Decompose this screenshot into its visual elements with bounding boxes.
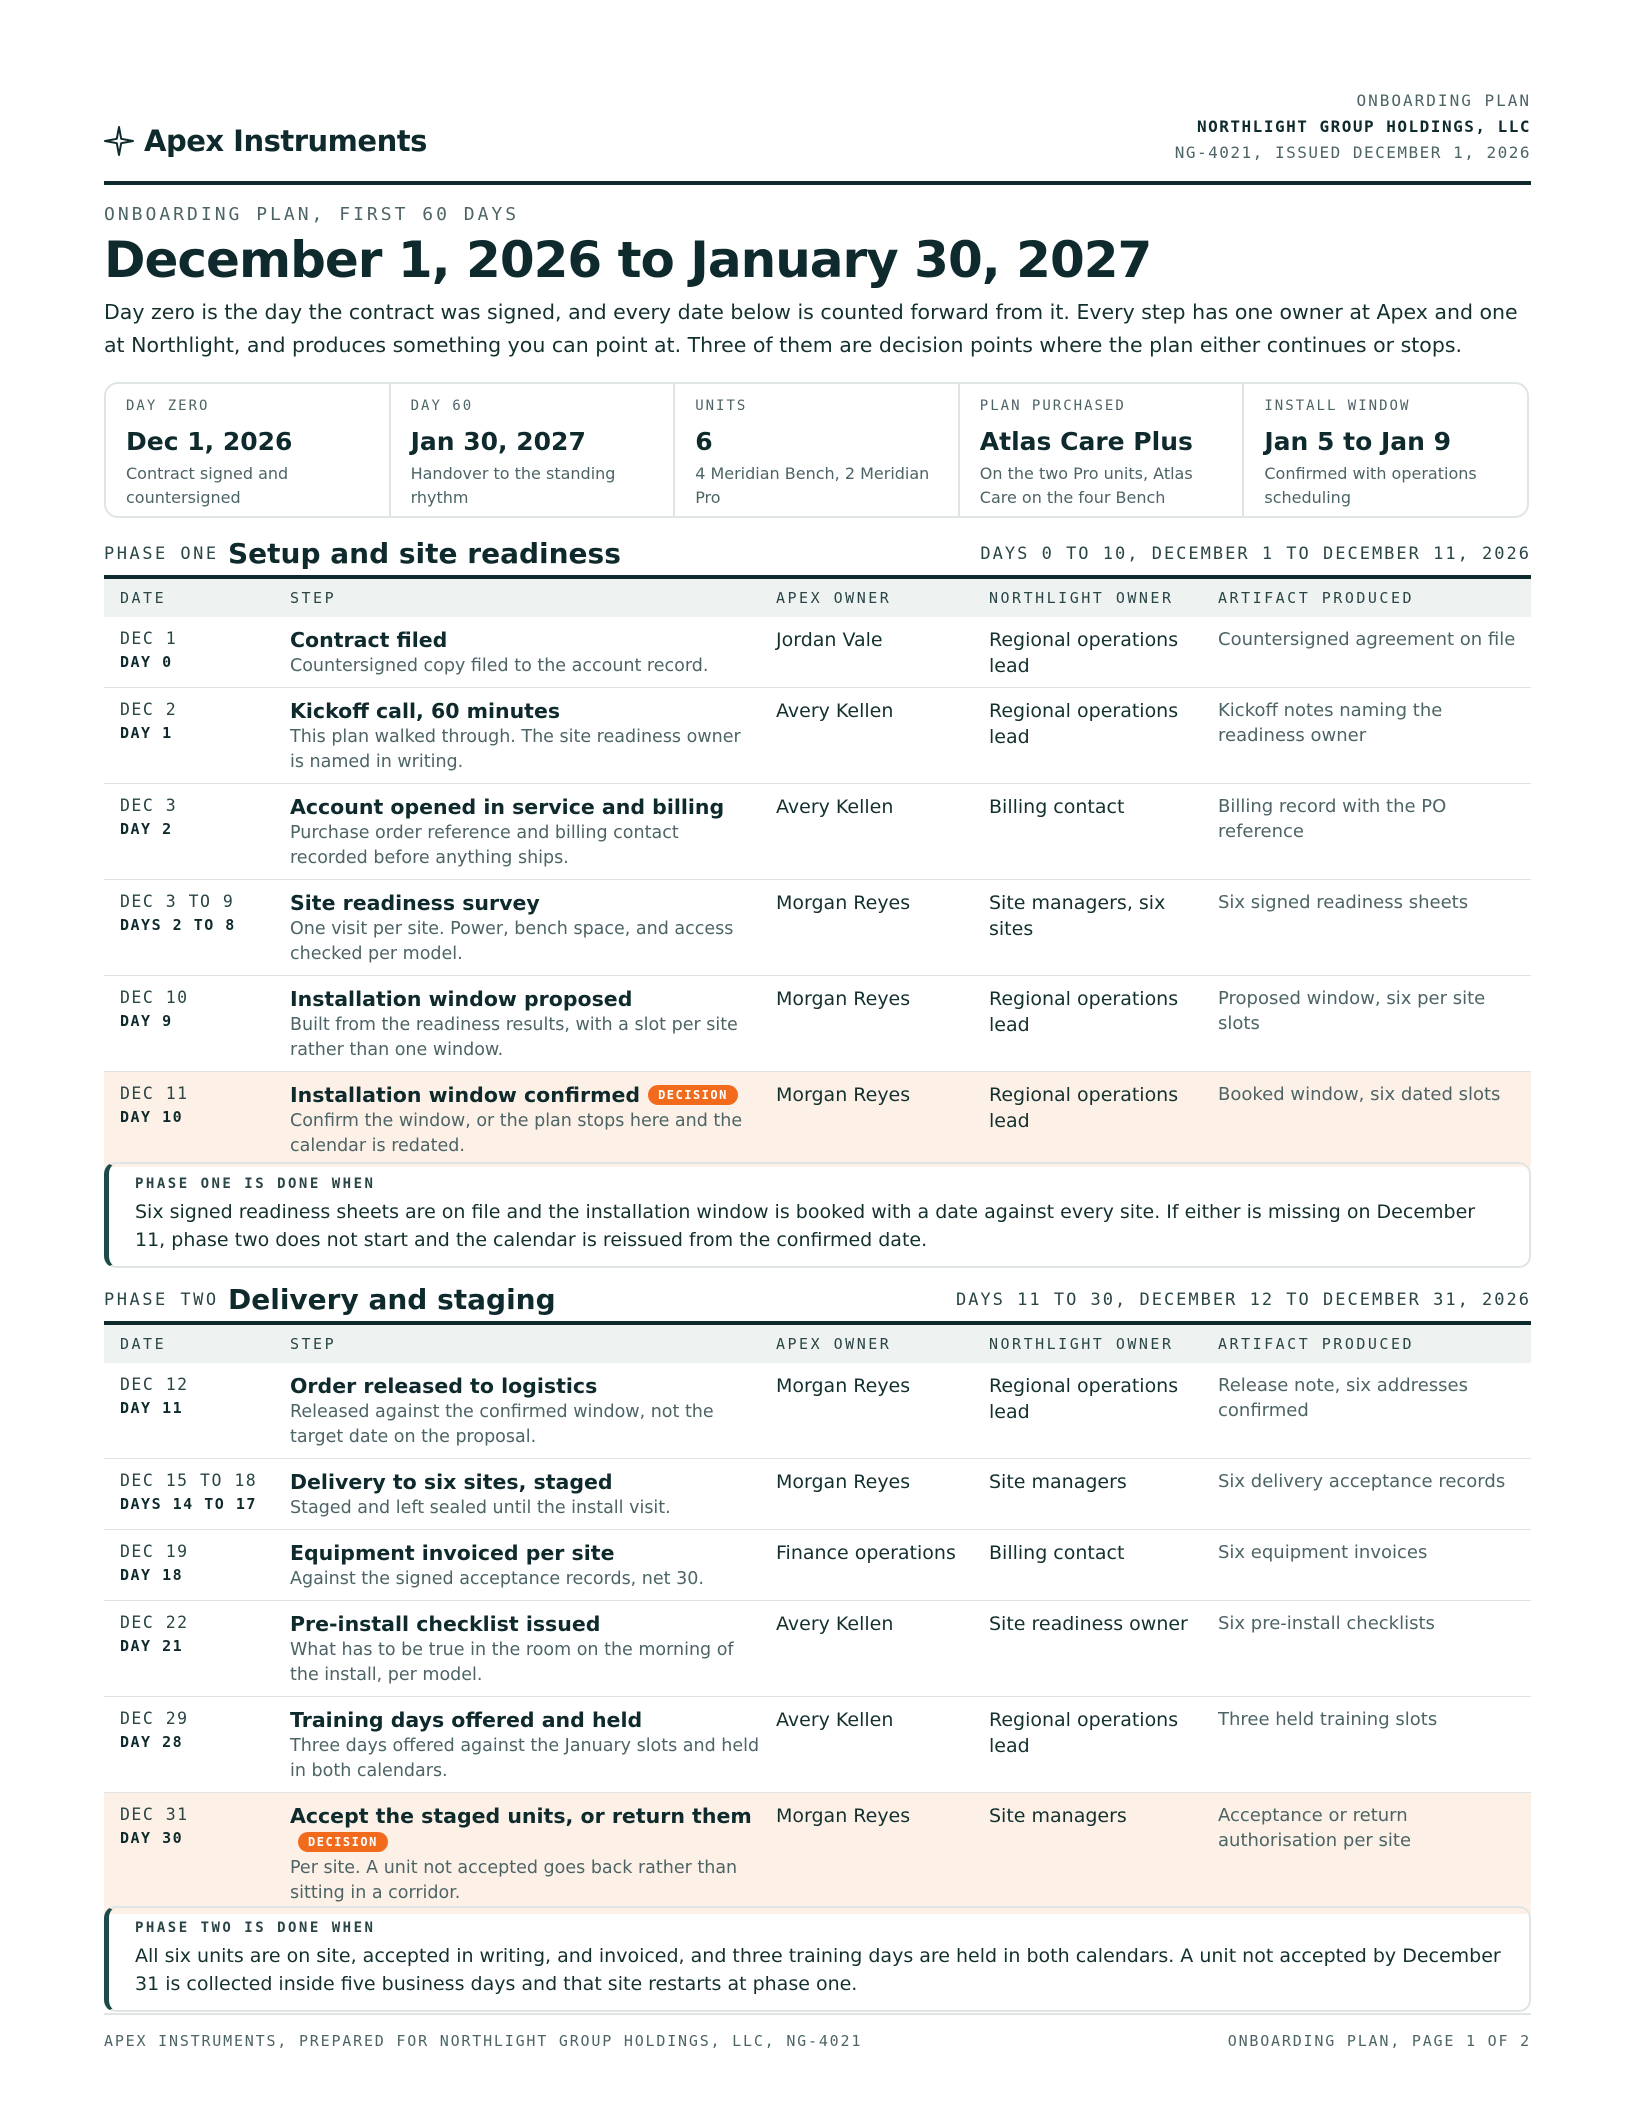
apex-owner: Morgan Reyes <box>776 1375 911 1397</box>
phase-one-header <box>104 530 1531 570</box>
artifact: Billing record with the PO reference <box>1218 796 1447 842</box>
phase-title: Setup and site readiness <box>228 537 621 570</box>
col-date: DATE <box>104 1323 274 1363</box>
table-row <box>104 976 1531 1072</box>
apex-owner: Finance operations <box>776 1542 956 1564</box>
document-header <box>104 80 1531 185</box>
step-description: Against the signed acceptance records, net 30. <box>290 1569 704 1589</box>
artifact: Booked window, six dated slots <box>1218 1084 1501 1105</box>
step-description: What has to be true in the room on the morning of the install, per model. <box>290 1640 734 1685</box>
decision-badge: DECISION <box>298 1832 388 1852</box>
artifact: Acceptance or return authorisation per site <box>1218 1805 1412 1851</box>
artifact: Countersigned agreement on file <box>1218 629 1516 650</box>
table-row <box>104 1459 1531 1530</box>
table-header-row <box>104 577 1531 617</box>
row-date: DEC 1 <box>120 629 178 648</box>
row-date: DEC 19 <box>120 1542 189 1561</box>
card-label: PLAN PURCHASED <box>979 398 1126 414</box>
row-day: DAY 2 <box>120 820 173 838</box>
row-date: DEC 3 <box>120 796 178 815</box>
row-date: DEC 15 TO 18 <box>120 1471 258 1490</box>
row-day: DAY 11 <box>120 1399 184 1417</box>
row-day: DAY 0 <box>120 653 173 671</box>
card-value: Atlas Care Plus <box>979 427 1193 456</box>
artifact: Kickoff notes naming the readiness owner <box>1218 700 1443 746</box>
table-row <box>104 880 1531 976</box>
card-label: UNITS <box>695 398 748 414</box>
step-description: Confirm the window, or the plan stops here and the calendar is redated. <box>290 1111 743 1156</box>
col-northlight-owner: NORTHLIGHT OWNER <box>973 577 1202 617</box>
card-note: On the two Pro units, Atlas Care on the four Bench <box>979 464 1193 507</box>
step-description: Countersigned copy filed to the account record. <box>290 656 709 676</box>
footer-page-number: ONBOARDING PLAN, PAGE 1 OF 2 <box>1227 2032 1531 2050</box>
step-title: Equipment invoiced per site <box>290 1541 615 1565</box>
apex-owner: Morgan Reyes <box>776 988 911 1010</box>
onboarding-plan-page <box>104 0 1531 2112</box>
summary-card-install-window <box>1244 384 1527 516</box>
table-row <box>104 1697 1531 1793</box>
col-northlight-owner: NORTHLIGHT OWNER <box>973 1323 1202 1363</box>
step-title: Delivery to six sites, staged <box>290 1470 613 1494</box>
phase-one-done-box <box>104 1162 1531 1268</box>
row-day: DAYS 14 TO 17 <box>120 1495 257 1513</box>
footer-divider <box>104 2013 1531 2015</box>
col-step: STEP <box>274 1323 760 1363</box>
footer-left: APEX INSTRUMENTS, PREPARED FOR NORTHLIGHT GROUP HOLDINGS, LLC, NG-4021 <box>104 2032 863 2050</box>
artifact: Three held training slots <box>1218 1709 1438 1730</box>
brand-logo <box>104 124 427 158</box>
row-date: DEC 31 <box>120 1805 189 1824</box>
row-date: DEC 3 TO 9 <box>120 892 235 911</box>
apex-owner: Avery Kellen <box>776 1613 894 1635</box>
card-note: Handover to the standing rhythm <box>410 464 616 507</box>
northlight-owner: Regional operations lead <box>989 1709 1179 1757</box>
brand-name: Apex Instruments <box>144 124 427 158</box>
row-date: DEC 10 <box>120 988 189 1007</box>
step-title: Account opened in service and billing <box>290 795 725 819</box>
phase-one-table <box>104 575 1531 1167</box>
phase-range: DAYS 11 TO 30, DECEMBER 12 TO DECEMBER 31, 2026 <box>955 1290 1531 1310</box>
step-description: One visit per site. Power, bench space, and access checked per model. <box>290 919 734 964</box>
row-date: DEC 22 <box>120 1613 189 1632</box>
col-artifact: ARTIFACT PRODUCED <box>1202 1323 1531 1363</box>
plan-eyebrow: ONBOARDING PLAN, FIRST 60 DAYS <box>104 204 520 225</box>
step-title: Installation window confirmed <box>290 1083 641 1107</box>
apex-owner: Jordan Vale <box>776 629 883 651</box>
card-note: Contract signed and countersigned <box>126 464 289 507</box>
col-date: DATE <box>104 577 274 617</box>
phase-two-done-box <box>104 1906 1531 2012</box>
col-step: STEP <box>274 577 760 617</box>
step-title: Site readiness survey <box>290 891 540 915</box>
col-apex-owner: APEX OWNER <box>760 577 973 617</box>
doc-type: ONBOARDING PLAN <box>1356 91 1531 110</box>
page-title: December 1, 2026 to January 30, 2027 <box>104 231 1152 289</box>
phase-two-table <box>104 1321 1531 1914</box>
step-title: Contract filed <box>290 628 448 652</box>
artifact: Release note, six addresses confirmed <box>1218 1375 1468 1421</box>
summary-card-day-zero <box>106 384 391 516</box>
row-day: DAY 9 <box>120 1012 173 1030</box>
summary-cards <box>104 382 1529 518</box>
table-row <box>104 1530 1531 1601</box>
done-label: PHASE TWO IS DONE WHEN <box>135 1920 376 1936</box>
table-row <box>104 1363 1531 1459</box>
step-title: Kickoff call, 60 minutes <box>290 699 561 723</box>
card-label: DAY 60 <box>410 398 474 414</box>
step-title: Installation window proposed <box>290 987 633 1011</box>
apex-owner: Avery Kellen <box>776 796 894 818</box>
summary-card-units <box>675 384 960 516</box>
northlight-owner: Regional operations lead <box>989 1375 1179 1423</box>
phase-title: Delivery and staging <box>228 1283 556 1316</box>
apex-owner: Avery Kellen <box>776 1709 894 1731</box>
card-value: Jan 30, 2027 <box>410 427 586 456</box>
phase-tag: PHASE ONE <box>104 544 219 564</box>
summary-card-plan <box>960 384 1245 516</box>
apex-owner: Morgan Reyes <box>776 1084 911 1106</box>
row-day: DAY 1 <box>120 724 173 742</box>
apex-owner: Morgan Reyes <box>776 1805 911 1827</box>
doc-reference: NG-4021, ISSUED DECEMBER 1, 2026 <box>1174 143 1531 162</box>
decision-row <box>104 1072 1531 1168</box>
northlight-owner: Regional operations lead <box>989 700 1179 748</box>
row-day: DAY 21 <box>120 1637 184 1655</box>
row-day: DAY 30 <box>120 1829 184 1847</box>
row-day: DAY 10 <box>120 1108 184 1126</box>
apex-owner: Morgan Reyes <box>776 1471 911 1493</box>
northlight-owner: Regional operations lead <box>989 1084 1179 1132</box>
northlight-owner: Billing contact <box>989 1542 1125 1564</box>
sparkle-icon <box>104 126 134 156</box>
step-title: Accept the staged units, or return them <box>290 1804 752 1828</box>
card-value: Jan 5 to Jan 9 <box>1264 427 1452 456</box>
step-description: Per site. A unit not accepted goes back rather than sitting in a corridor. <box>290 1858 738 1903</box>
table-row <box>104 688 1531 784</box>
artifact: Proposed window, six per site slots <box>1218 988 1486 1034</box>
row-day: DAY 18 <box>120 1566 184 1584</box>
intro-paragraph: Day zero is the day the contract was signed, and every date below is counted forward from it. Every step has one owner at Apex and one at Northlight, and produces something you can point at. Three of them are decision points where the plan either continues or stops. <box>104 300 1518 357</box>
artifact: Six delivery acceptance records <box>1218 1471 1506 1492</box>
artifact: Six equipment invoices <box>1218 1542 1428 1563</box>
northlight-owner: Regional operations lead <box>989 988 1179 1036</box>
northlight-owner: Regional operations lead <box>989 629 1179 677</box>
row-day: DAY 28 <box>120 1733 184 1751</box>
step-title: Pre-install checklist issued <box>290 1612 601 1636</box>
done-text: Six signed readiness sheets are on file and the installation window is booked with a date against every site. If either is missing on December 11, phase two does not start and the calendar is reissued from the confirmed date. <box>135 1201 1476 1251</box>
client-name: NORTHLIGHT GROUP HOLDINGS, LLC <box>1197 117 1531 136</box>
northlight-owner: Billing contact <box>989 796 1125 818</box>
step-description: Staged and left sealed until the install visit. <box>290 1498 671 1518</box>
table-row <box>104 617 1531 688</box>
decision-badge: DECISION <box>648 1085 738 1105</box>
northlight-owner: Site managers <box>989 1471 1127 1493</box>
northlight-owner: Site managers <box>989 1805 1127 1827</box>
step-description: Built from the readiness results, with a slot per site rather than one window. <box>290 1015 738 1060</box>
table-header-row <box>104 1323 1531 1363</box>
done-label: PHASE ONE IS DONE WHEN <box>135 1176 376 1192</box>
row-date: DEC 11 <box>120 1084 189 1103</box>
header-meta <box>1175 88 1531 166</box>
step-description: Three days offered against the January slots and held in both calendars. <box>290 1736 760 1781</box>
artifact: Six pre-install checklists <box>1218 1613 1435 1634</box>
decision-row <box>104 1793 1531 1915</box>
table-row <box>104 1601 1531 1697</box>
step-description: This plan walked through. The site readiness owner is named in writing. <box>290 727 741 772</box>
card-label: DAY ZERO <box>126 398 210 414</box>
row-date: DEC 2 <box>120 700 178 719</box>
step-title: Order released to logistics <box>290 1374 598 1398</box>
phase-range: DAYS 0 TO 10, DECEMBER 1 TO DECEMBER 11, 2026 <box>980 544 1531 564</box>
done-text: All six units are on site, accepted in writing, and invoiced, and three training days are held in both calendars. A unit not accepted by December 31 is collected inside five business days and that site restarts at phase one. <box>135 1945 1501 1995</box>
apex-owner: Morgan Reyes <box>776 892 911 914</box>
row-day: DAYS 2 TO 8 <box>120 916 236 934</box>
phase-two-header <box>104 1276 1531 1316</box>
step-description: Purchase order reference and billing contact recorded before anything ships. <box>290 823 679 868</box>
step-title: Training days offered and held <box>290 1708 643 1732</box>
apex-owner: Avery Kellen <box>776 700 894 722</box>
row-date: DEC 12 <box>120 1375 189 1394</box>
summary-card-day-60 <box>391 384 676 516</box>
card-value: 6 <box>695 427 713 456</box>
artifact: Six signed readiness sheets <box>1218 892 1469 913</box>
phase-tag: PHASE TWO <box>104 1290 219 1310</box>
col-artifact: ARTIFACT PRODUCED <box>1202 577 1531 617</box>
table-row <box>104 784 1531 880</box>
northlight-owner: Site readiness owner <box>989 1613 1188 1635</box>
card-label: INSTALL WINDOW <box>1264 398 1411 414</box>
northlight-owner: Site managers, six sites <box>989 892 1166 940</box>
card-note: 4 Meridian Bench, 2 Meridian Pro <box>695 464 930 507</box>
col-apex-owner: APEX OWNER <box>760 1323 973 1363</box>
row-date: DEC 29 <box>120 1709 189 1728</box>
card-note: Confirmed with operations scheduling <box>1264 464 1477 507</box>
card-value: Dec 1, 2026 <box>126 427 293 456</box>
step-description: Released against the confirmed window, not the target date on the proposal. <box>290 1402 714 1447</box>
